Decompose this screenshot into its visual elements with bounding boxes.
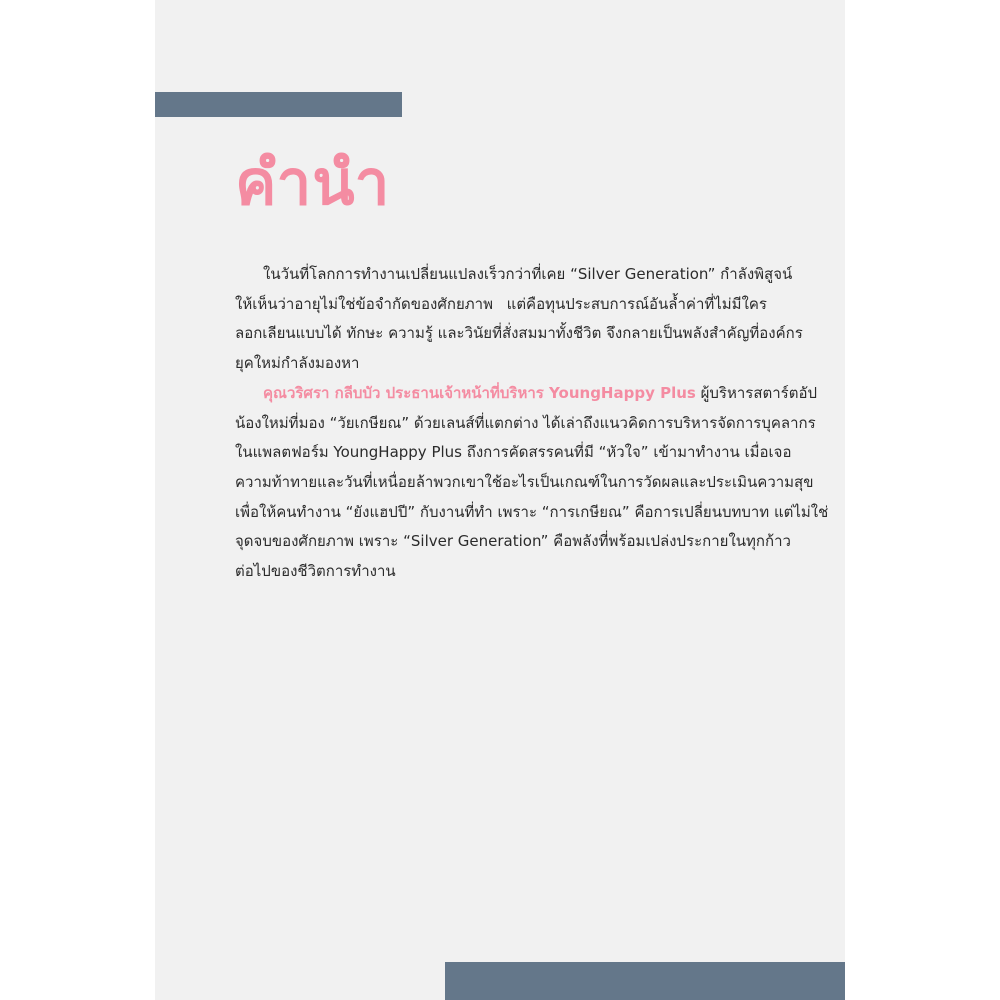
paragraph-text: ผู้บริหารสตาร์ตอัป <box>700 383 817 402</box>
paragraph-first-line <box>235 379 817 409</box>
page-title: คำนำ <box>235 146 391 219</box>
paragraph-line: ให้เห็นว่าอายุไม่ใช่ข้อจำกัดของศักยภาพ แต่คือทุนประสบการณ์อันล้ำค่าที่ไม่มีใคร <box>235 294 767 313</box>
paragraph-line: ความท้าทายและวันที่เหนื่อยล้าพวกเขาใช้อะไรเป็นเกณฑ์ในการวัดผลและประเมินความสุข <box>235 472 814 491</box>
bottom-accent-bar <box>445 962 845 1000</box>
top-accent-bar <box>155 92 402 117</box>
foreword-body <box>235 260 829 587</box>
document-page <box>155 0 845 1000</box>
highlighted-name: คุณวริศรา กลีบบัว ประธานเจ้าหน้าที่บริหาร YoungHappy Plus <box>263 383 696 402</box>
paragraph-line: ในแพลตฟอร์ม YoungHappy Plus ถึงการคัดสรรคนที่มี “หัวใจ” เข้ามาทำงาน เมื่อเจอ <box>235 443 792 462</box>
paragraph-line: เพื่อให้คนทำงาน “ยังแฮปปี” กับงานที่ทำ เพราะ “การเกษียณ” คือการเปลี่ยนบทบาท แต่ไม่ใช่ <box>235 502 829 521</box>
paragraph-line: ในวันที่โลกการทำงานเปลี่ยนแปลงเร็วกว่าที่เคย “Silver Generation” กำลังพิสูจน์ <box>263 265 793 283</box>
paragraph-line: ต่อไปของชีวิตการทำงาน <box>235 562 396 581</box>
paragraph-2 <box>235 379 829 587</box>
paragraph-line: ยุคใหม่กำลังมองหา <box>235 354 360 373</box>
paragraph-1 <box>235 260 803 379</box>
paragraph-line: ลอกเลียนแบบได้ ทักษะ ความรู้ และวินัยที่สั่งสมมาทั้งชีวิต จึงกลายเป็นพลังสำคัญที่องค์กร <box>235 324 803 343</box>
paragraph-line: จุดจบของศักยภาพ เพราะ “Silver Generation” คือพลังที่พร้อมเปล่งประกายในทุกก้าว <box>235 532 791 551</box>
paragraph-line: น้องใหม่ที่มอง “วัยเกษียณ” ด้วยเลนส์ที่แตกต่าง ได้เล่าถึงแนวคิดการบริหารจัดการบุคลากร <box>235 413 816 432</box>
